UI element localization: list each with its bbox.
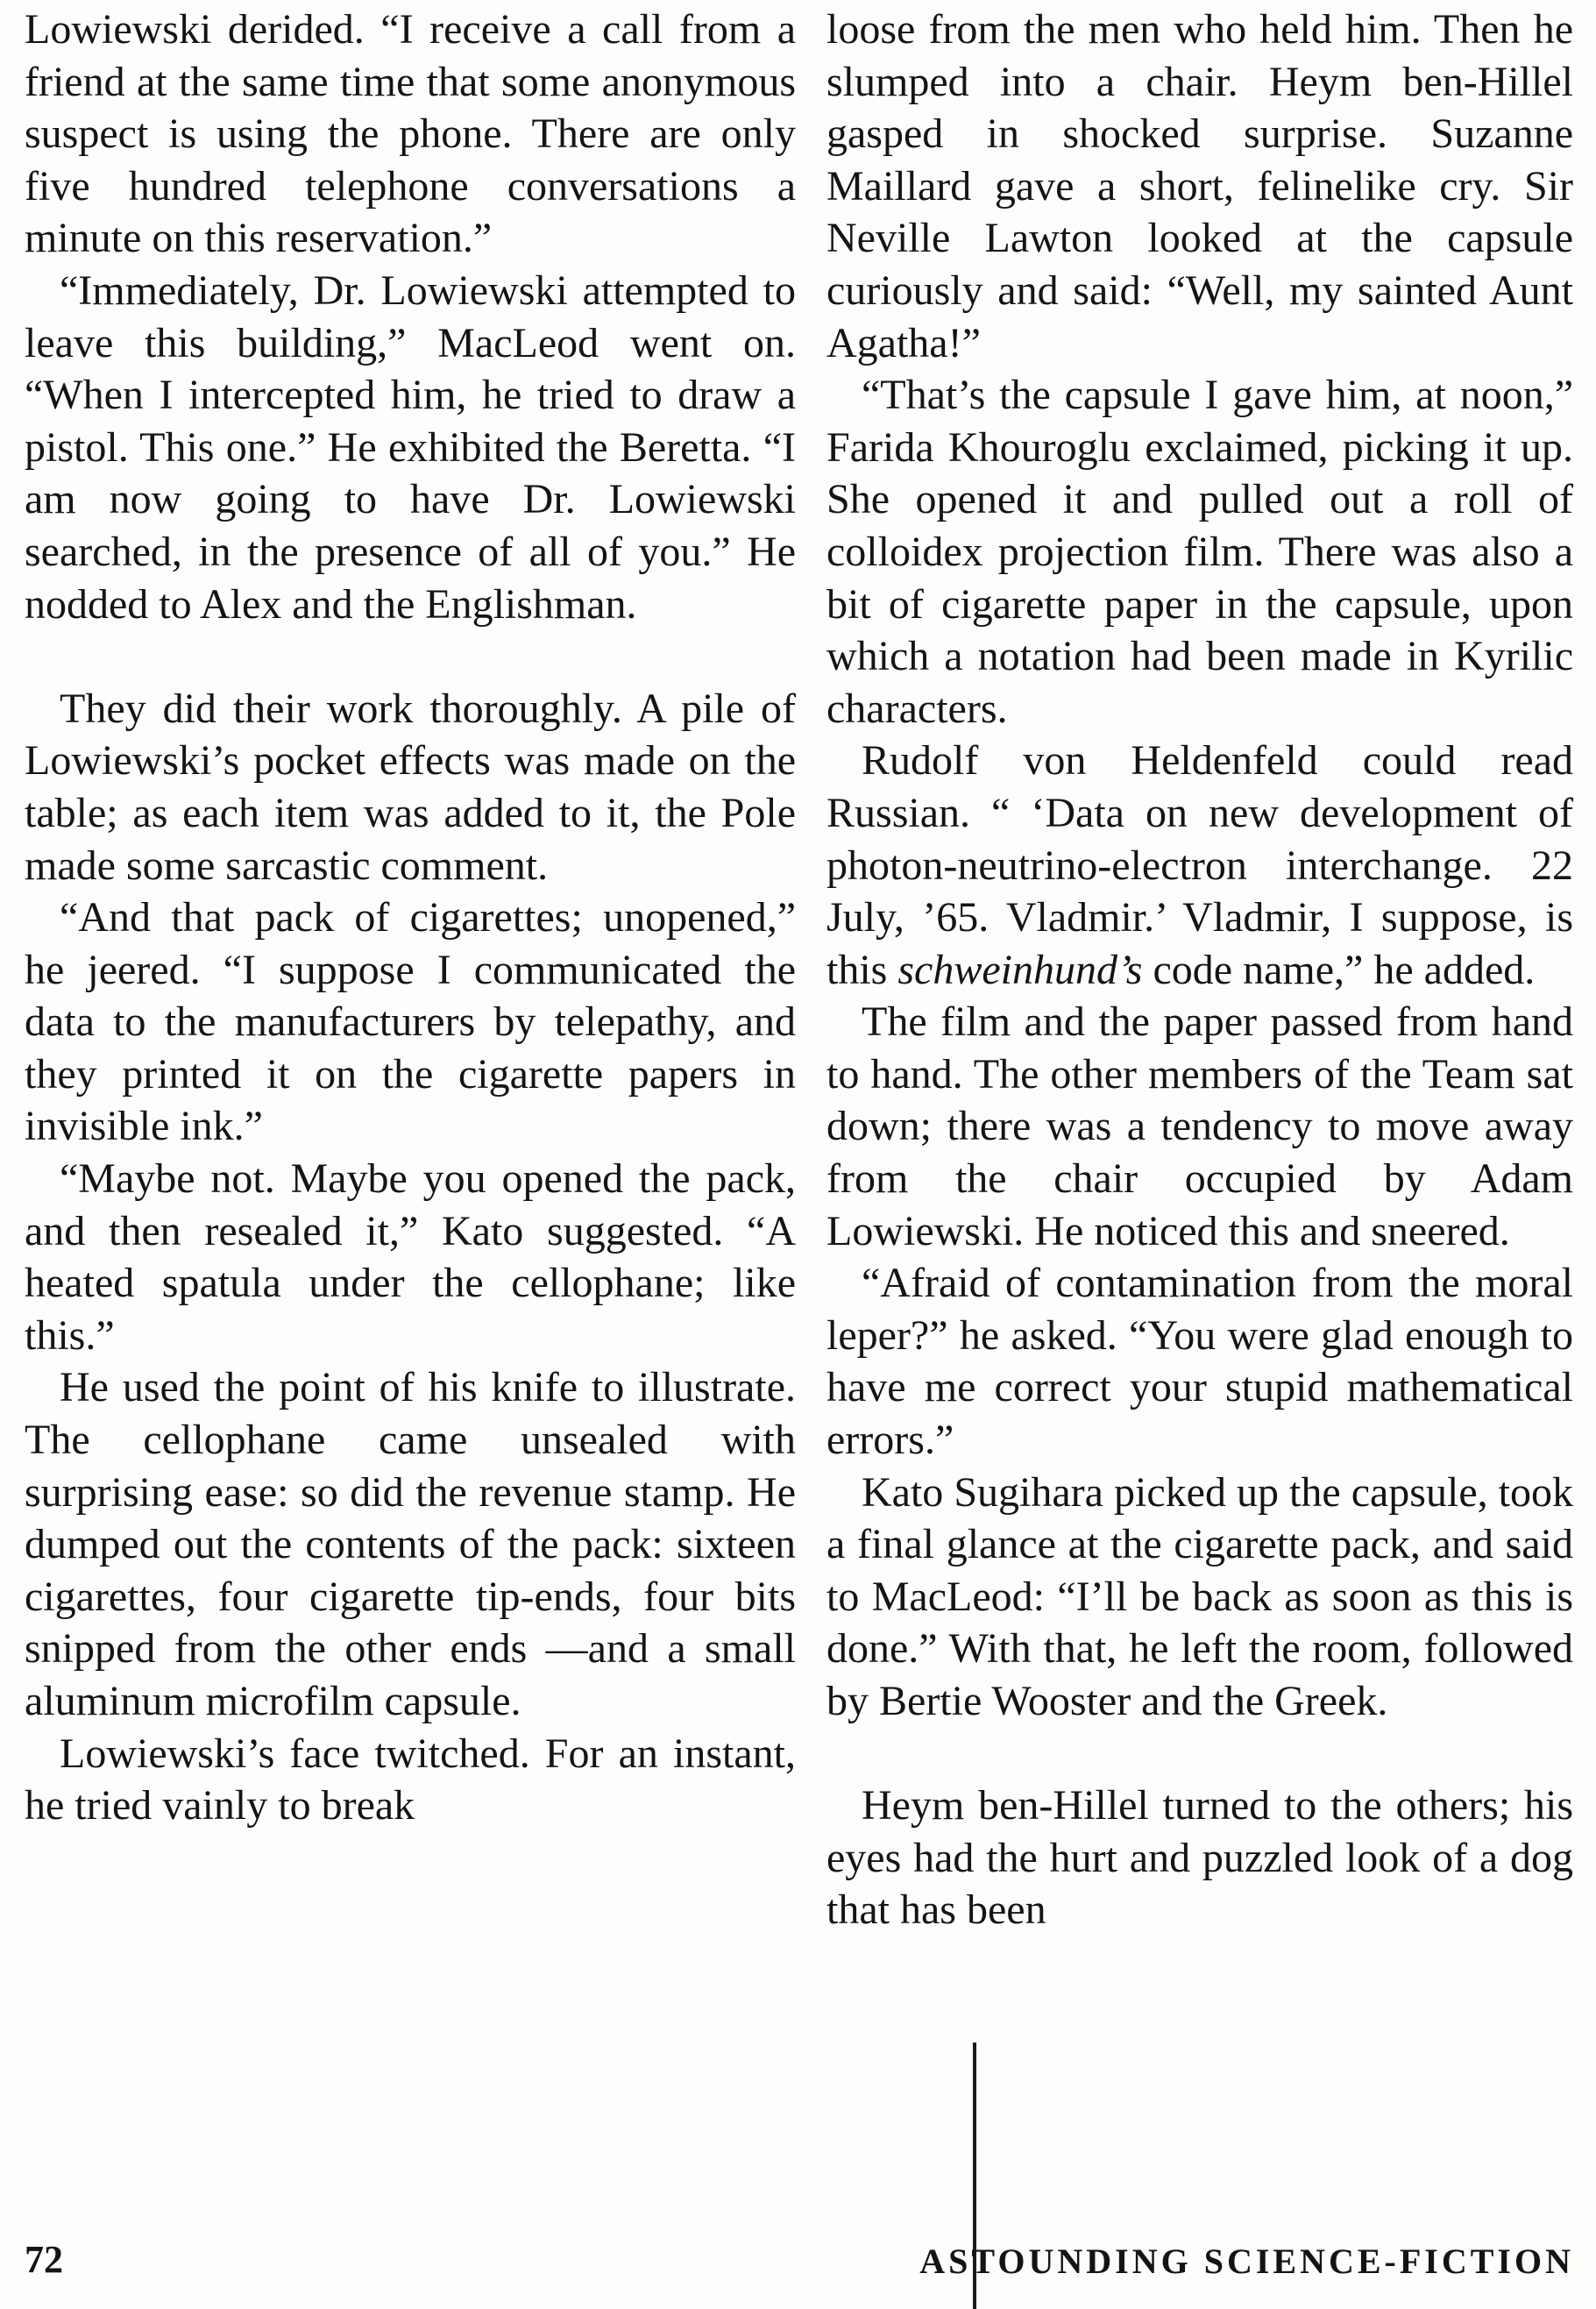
italic-word: schweinhund’s bbox=[897, 946, 1143, 993]
text-run: code name,” he added. bbox=[1142, 946, 1536, 993]
paragraph: “Immediately, Dr. Lowiewski attempted to leave this building,” MacLeod went on. “When I intercepted him, he tried to draw a pistol. This one.” He exhibited the Beretta. “I am now going to have Dr. Lowiewski searched, in the presence of all of you.” He nodded to Alex and the Englishman. bbox=[25, 266, 796, 628]
right-column bbox=[826, 4, 1573, 1936]
paragraph: The film and the paper passed from hand to hand. The other members of the Team sat down; there was a tendency to move away from the chair occupied by Adam Lowiewski. He noticed this and sneered. bbox=[826, 998, 1573, 1254]
running-footer-title: ASTOUNDING SCIENCE-FICTION bbox=[919, 2242, 1574, 2281]
paragraph: Lowiewski derided. “I receive a call from a friend at the same time that some anonymous suspect is using the phone. There are only five hundred telephone conversations a minute on this reservation.” bbox=[25, 6, 796, 262]
paragraph: They did their work thoroughly. A pile of Lowiewski’s pocket effects was made on the table; as each item was added to it, the Pole made some sarcastic comment. bbox=[25, 685, 796, 889]
paragraph: “Afraid of contamination from the moral leper?” he asked. “You were glad enough to have me correct your stupid mathematical errors.” bbox=[826, 1260, 1573, 1464]
text-run: Rudolf von Heldenfeld could read Russian. “ ‘Data on new development of photon-neutrino-electron interchange. 22 July, ’65. Vladmir.’ Vladmir, I suppose, is this bbox=[826, 737, 1573, 993]
paragraph: “And that pack of cigarettes; unopened,” he jeered. “I suppose I communicated the data to the manufacturers by telepathy, and they printed it on the cigarette papers in invisible ink.” bbox=[25, 894, 796, 1150]
page-number: 72 bbox=[25, 2238, 63, 2281]
paragraph: Lowiewski’s face twitched. For an instant, he tried vainly to break bbox=[25, 1730, 796, 1829]
left-column bbox=[25, 4, 796, 1832]
paragraph: Heym ben-Hillel turned to the others; his eyes had the hurt and puzzled look of a dog that has been bbox=[826, 1782, 1573, 1934]
paragraph bbox=[826, 735, 1573, 996]
paragraph: Kato Sugihara picked up the capsule, took a final glance at the cigarette pack, and said to MacLeod: “I’ll be back as soon as this is done.” With that, he left the room, followed by Bertie Wooster and the Greek. bbox=[826, 1468, 1573, 1724]
paragraph: “That’s the capsule I gave him, at noon,” Farida Khouroglu exclaimed, picking it up. She opened it and pulled out a roll of colloidex projection film. There was also a bit of cigarette paper in the capsule, upon which a notation had been made in Kyrilic characters. bbox=[826, 372, 1573, 732]
paragraph: loose from the men who held him. Then he slumped into a chair. Heym ben-Hillel gasped in shocked surprise. Suzanne Maillard gave a short, felinelike cry. Sir Neville Lawton looked at the capsule curiously and said: “Well, my sainted Aunt Agatha!” bbox=[826, 6, 1573, 366]
paragraph: He used the point of his knife to illustrate. The cellophane came unsealed with surprising ease: so did the revenue stamp. He dumped out the contents of the pack: sixteen cigarettes, four cigarette tip-ends, four bits snipped from the other ends —and a small aluminum microfilm capsule. bbox=[25, 1364, 796, 1724]
paragraph: “Maybe not. Maybe you opened the pack, and then resealed it,” Kato suggested. “A heated spatula under the cellophane; like this.” bbox=[25, 1155, 796, 1359]
